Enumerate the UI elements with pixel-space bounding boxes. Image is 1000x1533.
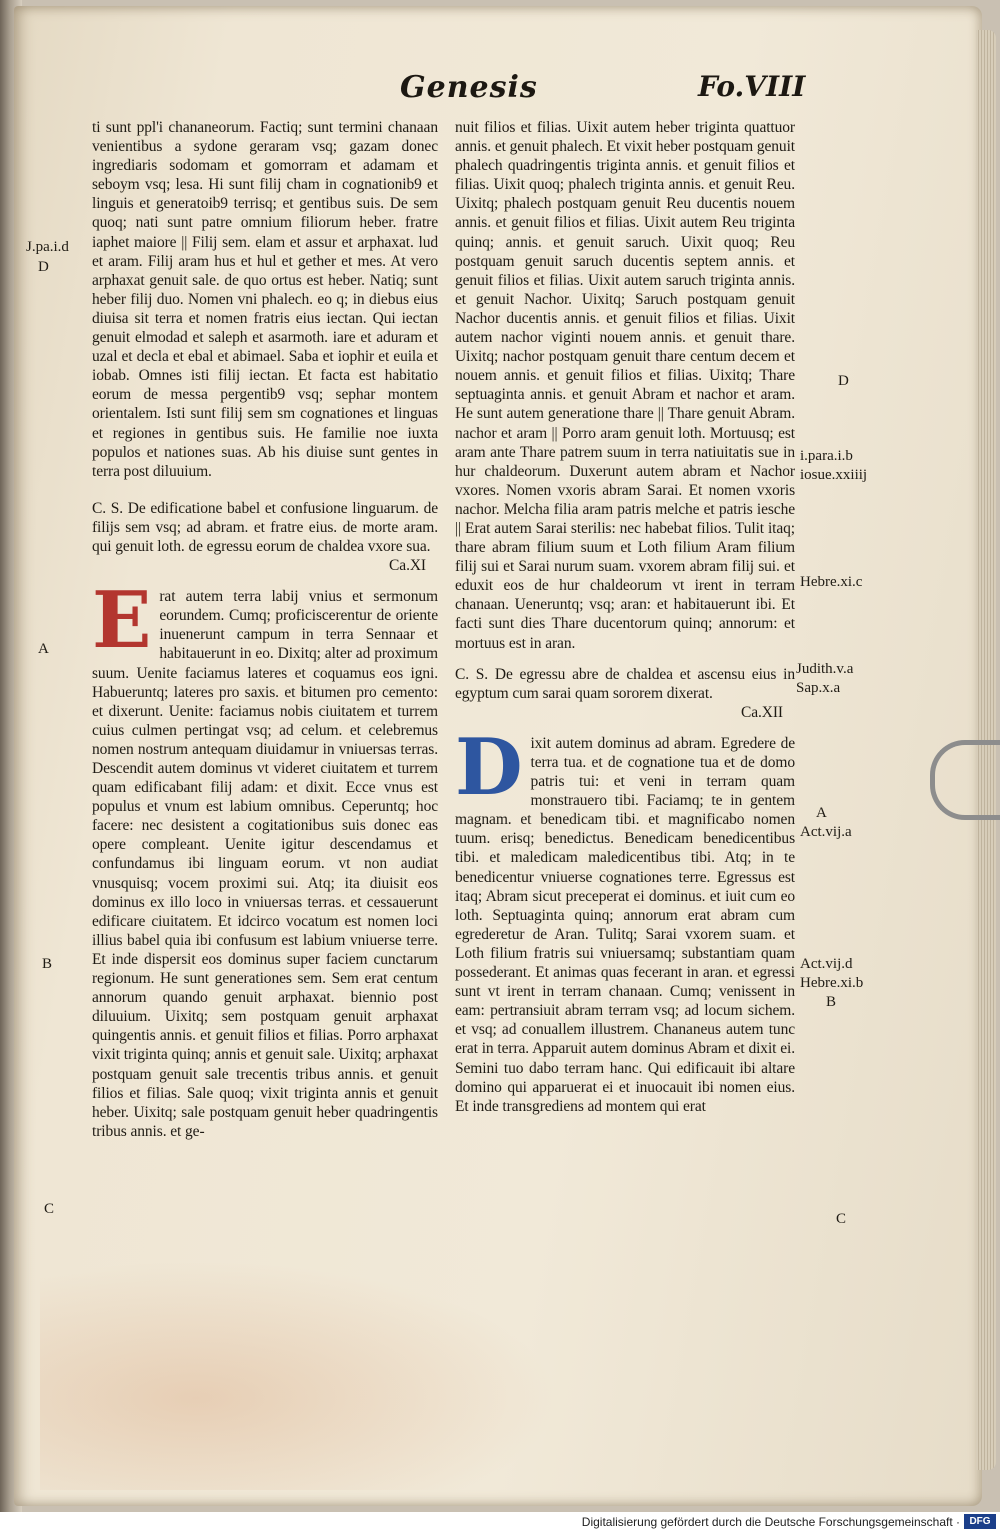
left-text-block-1: ti sunt ppl'i chananeorum. Factiq; sunt termini chanaan venientibus a sydone geraram vsq; gazam donec ingrediaris sodomam et gomorram et adamam et seboym vsq; lesa. Hi sunt filij cham in cognationib9 et linguis et generatoib9 terrisq; et gentibus suis. De sem quoq; nati sunt patre omnium filiorum heber. fratre iaphet maiore || Filij sem. elam et assur et arphaxat. lud et aram. Filij aram hus et hul et gether et mes. At vero arphaxat genuit sale. de quo ortus est heber. Natiq; sunt heber filij duo. Nomen vni phalech. eo q; in diebus eius diuisa sit terra et nomen fratris eius iectan. Qui iectan genuit elmodad et saleph et asarmoth. iare et aduram et uzal et decla et ebal et abimael. Saba et iophir et euila et iobab. Omnes isti filij iectan. Et facta est habitatio eorum de messa pergentib9 vsq; sephar montem orientalem. Isti sunt filij sem sm cognationes et linguas et regiones in gentibus suis. He familie noe iuxta populos et nationes suas. Ab his diuise sunt gentes in terra post diluuium. bbox=[92, 119, 438, 480]
water-stain bbox=[40, 1260, 560, 1490]
margin-note-right-b: B bbox=[826, 994, 837, 1010]
margin-note-right-hebre: Hebre.xi.c bbox=[800, 574, 863, 590]
margin-note-right-para: i.para.i.b bbox=[800, 448, 853, 464]
margin-note-right-c: C bbox=[836, 1211, 847, 1227]
right-rubric-text: C. S. De egressu abre de chaldea et ascensu eius in egyptum cum sarai quam sororem dixerat. bbox=[455, 665, 795, 702]
blue-initial: D bbox=[455, 721, 523, 813]
margin-note-left-c: C bbox=[44, 1201, 55, 1217]
funding-credit: Digitalisierung gefördert durch die Deutsche Forschungsgemeinschaft · bbox=[581, 1515, 960, 1529]
margin-note-right-a: A bbox=[816, 805, 827, 821]
left-column bbox=[92, 118, 438, 1141]
right-chapter-number: Ca.XII bbox=[740, 703, 783, 721]
page-clip bbox=[930, 740, 1000, 820]
margin-note-right-act: Act.vij.a bbox=[800, 824, 852, 840]
margin-note-left-d: D bbox=[38, 259, 49, 275]
running-head: Genesis bbox=[400, 70, 538, 105]
margin-note-left-b: B bbox=[42, 956, 53, 972]
right-text-block-2 bbox=[455, 721, 795, 1116]
red-initial: E bbox=[92, 575, 152, 667]
left-chapter-rubric bbox=[92, 499, 438, 575]
left-rubric-text: C. S. De edificatione babel et confusione linguarum. de filijs sem vsq; ad abram. et fratre eius. de morte aram. qui genuit loth. de egressu eorum de chaldea vxore sua. bbox=[92, 499, 438, 555]
folio-number: Fo.VIII bbox=[698, 70, 806, 103]
margin-note-right-d: D bbox=[838, 373, 849, 389]
margin-note-right-iudith: Judith.v.a bbox=[796, 661, 854, 677]
margin-note-right-hebre2: Hebre.xi.b bbox=[800, 975, 864, 991]
left-chapter-number: Ca.XI bbox=[389, 557, 426, 575]
margin-note-left-a: A bbox=[38, 641, 49, 657]
left-text-block-2 bbox=[92, 575, 438, 1141]
margin-note-right-sap: Sap.x.a bbox=[796, 680, 841, 696]
left-text-block-2-body: rat autem terra labij vnius et sermonum eorundem. Cumq; proficiscerentur de oriente inuenerunt campum in terra Sennaar et habitauerunt in eo. Dixitq; alter ad proximum suum. Uenite faciamus lateres et coquamus eos igni. Habueruntq; lateres pro saxis. et bitumen pro cemento: et dixerunt. Uenite: faciamus nobis ciuitatem et turrem cuius culmen pertingat vsq; ad celum. et celebremus nomen nostrum antequam diuidamur in vniuersas terras. Descendit autem dominus vt videret ciuitatem et turrem quam edificabant filij adam: et dixit. Ecce vnus est populus et vnum est labium omnibus. Ceperuntq; hoc facere: nec desistent a cogitationibus suis donec eas opere compleant. Uenite igitur descendamus et confundamus ibi linguam eorum. vt non audiat vnusquisq; vocem proximi sui. Atq; ita diuisit eos dominus ex illo loco in vniuersas terras. et cessauerunt edificare ciuitatem. Et idcirco vocatum est nomen loci illius babel quia ibi confusum est labium vniuerse terre. Et inde dispersit eos dominus super faciem cunctarum regionum. He sunt generationes sem. Sem erat centum annorum quando genuit arphaxat. biennio post diluuium. Uixitq; sem postquam genuit arphaxat quingentis annis. et genuit filios et filias. Porro arphaxat vixit triginta quinq; annis et genuit sale. Uixitq; arphaxat postquam genuit sale trecentis tribus annis. et genuit filios et filias. Sale quoq; vixit triginta annis et genuit heber. Uixitq; sale postquam genuit heber quadringentis tribus annis. et ge- bbox=[92, 588, 438, 1140]
margin-note-right-act2: Act.vij.d bbox=[800, 956, 853, 972]
margin-note-right-iosue: iosue.xxiiij bbox=[800, 467, 868, 483]
right-text-block-1: nuit filios et filias. Uixit autem heber triginta quattuor annis. et genuit phalech. Et vixit heber postquam genuit phalech quadringentis triginta annis. et genuit filios et filias. Uixit quoq; phalech triginta annis. et genuit Reu. Uixitq; phalech postquam genuit Reu ducentis nouem annis. et genuit filios et filias. Uixit autem Reu triginta quinq; annis. et genuit saruch. Uixit quoq; Reu postquam genuit saruch ducentis septem annis. et genuit filios et filias. Uixit autem saruch triginta annis. et genuit Nachor. Uixitq; Saruch postquam genuit Nachor ducentis annis. et genuit filios et filias. Uixit autem nachor viginti nouem annis. et genuit thare. Uixitq; nachor postquam genuit thare centum decem et nouem annis. et genuit filios et filias. Uixitq; Thare septuaginta annis. et genuit Abram et nachor et aram. He sunt autem generatione thare || Thare genuit Abram. nachor et aram || Porro aram genuit loth. Mortuusq; est aram ante Thare patrem suum in terra natiuitatis sue in hur chaldeorum. Duxerunt autem abram et Nachor vxores. Nomen vxoris abram Sarai. Et nomen vxoris nachor. Melcha filia aram patris melche et patris iesche || Erat autem Sarai sterilis: nec habebat filios. Tulit itaq; thare abram filium suum et Loth filium Aram filium filij sui et Sarai nurum suam. vxorem abram filij sui. et eduxit eos de hur chaldeorum vt irent in terram chanaan. Ueneruntq; vsq; aran: et habitauerunt ibi. Et facti sunt dies Thare ducentorum quinq; annorum: et mortuus est in aran. bbox=[455, 119, 795, 652]
dfg-logo: DFG bbox=[964, 1514, 996, 1529]
right-column bbox=[455, 118, 795, 1116]
right-text-block-2-body: ixit autem dominus ad abram. Egredere de terra tua. et de cognatione tua et de domo patris tui: et veni in terram quam monstrauero tibi. Faciamq; te in gentem magnam. et benedicam tibi. et magnificabo nomen tuum. erisq; benedictus. Benedicam benedicentibus tibi. et maledicam maledicentibus tibi. Atq; in te benedicentur vniuerse cognationes terre. Egressus est itaq; Abram sicut preceperat ei dominus. et iuit cum eo loth. Septuaginta quinq; annorum erat abram cum egrederetur de Aran. Tulitq; Sarai vxorem suam. et Loth filium fratris sui vniuersamq; substantiam quam possederant. Et animas quas fecerant in aran. et egressi sunt vt irent in terram chanaan. Cumq; venissent in eam: pertransiuit abram terram vsq; ad locum sichem. et vsq; ad conuallem illustrem. Chananeus autem tunc erat in terra. Apparuit autem dominus Abram et dixit ei. Semini tuo dabo terram hanc. Qui edificauit ibi altare domino qui apparuerat ei et inuocauit ibi nomen eius. Et inde transgrediens ad montem qui erat bbox=[455, 734, 795, 1115]
right-chapter-rubric bbox=[455, 665, 795, 722]
page-footer bbox=[0, 1512, 1000, 1533]
margin-note-left-ref: J.pa.i.d bbox=[26, 239, 69, 255]
page-header bbox=[0, 70, 1000, 115]
